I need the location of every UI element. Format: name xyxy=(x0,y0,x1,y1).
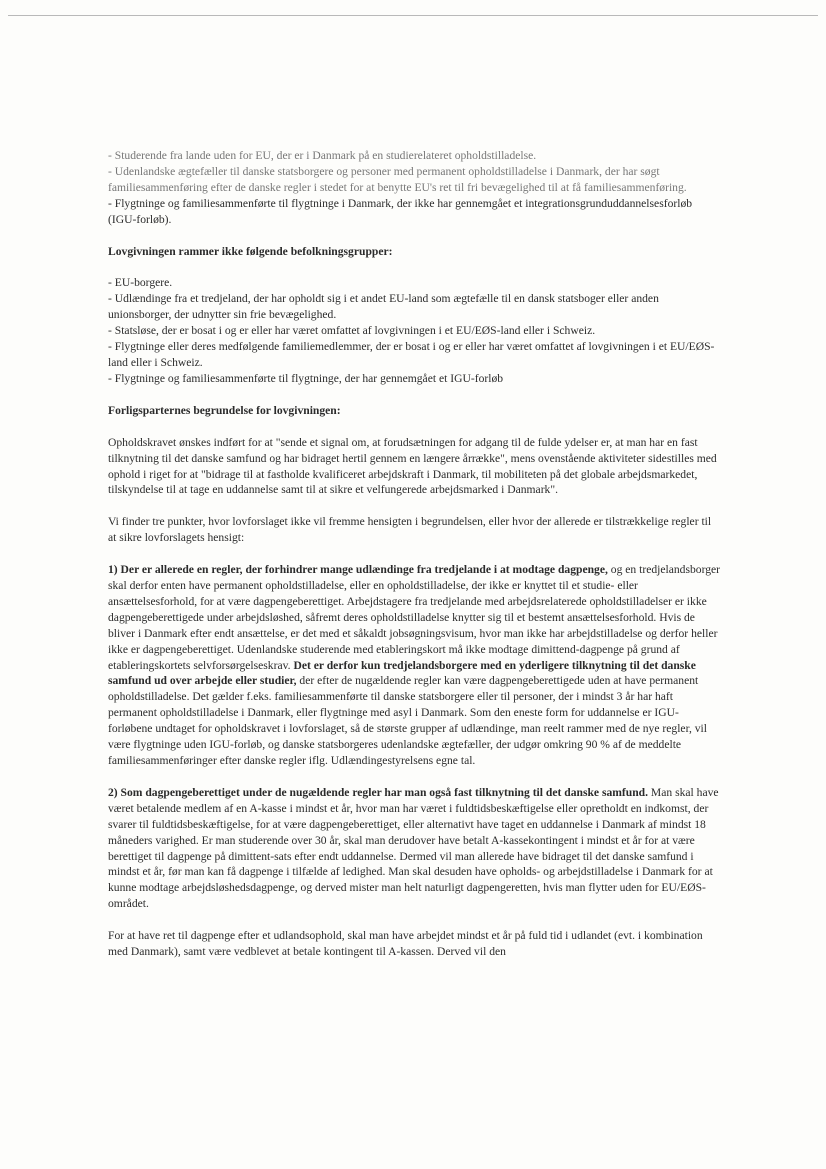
not-covered-item: - Statsløse, der er bosat i og er eller har været omfattet af lovgivningen i et EU/EØS-land eller i Schweiz. xyxy=(108,324,596,338)
point-1-emphasis: Det er derfor kun tredjelandsborgere med en yderligere tilknytning til det danske samfund ud over arbejde eller studier, xyxy=(108,658,696,688)
intro-item: - Flygtninge og familiesammenførte til flygtninge i Danmark, der ikke har gennemgået et integrationsgrunduddannelsesforløb (IGU-forløb). xyxy=(108,196,693,226)
point-1-text-cont: der efter de nugældende regler kan være dagpengeberettigede uden at have permanent opholdstilladelse. Det gælder f.eks. familiesammenførte til danske statsborgere eller til personer, der i mindst 3 år har haft permanent opholdstilladelse i Danmark, eller flygtninge med asyl i Danmark. Som den eneste form for uddannelse er IGU-forløbene undtaget for opholdskravet i lovforslaget, så de største grupper af udlændinge, man reelt rammer med de nye regler, vil være flygtninge uden IGU-forløb, og danske statsborgeres udenlandske ægtefæller, der udgør omkring 90 % af de meddelte familiesammenføringer efter danske regler iflg. Udlændingestyrelsens egne tal. xyxy=(108,674,707,767)
not-covered-item: - Flygtninge og familiesammenførte til flygtninge, der har gennemgået et IGU-forløb xyxy=(108,371,504,385)
not-covered-item: - Udlændinge fra et tredjeland, der har opholdt sig i et andet EU-land som ægtefælle til en dansk statsboger eller anden unionsborger, der udnytter sin frie bevægelighed. xyxy=(108,292,659,322)
document-body xyxy=(108,148,722,960)
not-covered-item: - EU-borgere. xyxy=(108,276,173,290)
point-1-lead: 1) Der er allerede en regler, der forhindrer mange udlændinge fra tredjelande i at modtage dagpenge, xyxy=(108,563,608,577)
point-2-paragraph xyxy=(108,785,722,912)
point-2-lead: 2) Som dagpengeberettiget under de nugældende regler har man også fast tilknytning til det danske samfund. xyxy=(108,785,649,799)
point-1-paragraph xyxy=(108,562,722,769)
heading-not-covered: Lovgivningen rammer ikke følgende befolkningsgrupper: xyxy=(108,244,393,258)
not-covered-item: - Flygtninge eller deres medfølgende familiemedlemmer, der er bosat i og er eller har været omfattet af lovgivningen i et EU/EØS-land eller i Schweiz. xyxy=(108,340,715,369)
three-points-paragraph: Vi finder tre punkter, hvor lovforslaget ikke vil fremme hensigten i begrundelsen, eller hvor der allerede er tilstrækkelige regler til at sikre lovforslagets hensigt: xyxy=(108,515,712,545)
intro-item: - Udenlandske ægtefæller til danske statsborgere og personer med permanent opholdstilladelse i Danmark, der har søgt familiesammenføring efter de danske regler i stedet for at benytte EU's ret til fri bevægelighed til at få familiesammenføring. xyxy=(108,164,687,194)
reasoning-paragraph: Opholdskravet ønskes indført for at "sende et signal om, at forudsætningen for adgang til de fulde ydelser er, at man har en fast tilknytning til det danske samfund og har bidraget hertil gennem en længere årrække", mens ovenstående aktiviteter sidestilles med ophold i riget for at "bidrage til at fastholde kvalificeret arbejdskraft i Danmark, til mobiliteten på det globale arbejdsmarkedet, tilskyndelse til at tage en uddannelse samt til at sikre et velfungerede arbejdsmarked i Danmark". xyxy=(108,435,717,497)
last-paragraph: For at have ret til dagpenge efter et udlandsophold, skal man have arbejdet mindst et år på fuld tid i udlandet (evt. i kombination med Danmark), samt være vedblevet at betale kontingent til A-kassen. Derved vil den xyxy=(108,929,703,959)
heading-reasoning: Forligsparternes begrundelse for lovgivningen: xyxy=(108,403,341,417)
intro-item: - Studerende fra lande uden for EU, der er i Danmark på en studierelateret opholdstilladelse. xyxy=(108,149,537,162)
point-1-text: og en tredjelandsborger skal derfor enten have permanent opholdstilladelse, eller en opholdstilladelse, der ikke er knyttet til et studie- eller ansættelsesforhold, for at være dagpengeberettiget. Arbejdstagere fra tredjelande med arbejdsrelaterede opholdstilladelser er ikke dagpengeberettigede under arbejdsløshed, såfremt deres opholdstilladelse knytter sig til et bestemt ansættelsesforhold. Hvis de bliver i Danmark efter endt ansættelse, er det med et såkaldt jobsøgningsvisum, hvor man ikke har arbejdstilladelse og derfor heller ikke er dagpengeberettiget. Udenlandske studerende med etableringskort må ikke modtage dimittend-dagpenge på grund af etableringskortets selvforsørgelseskrav. xyxy=(108,563,721,672)
point-2-text: Man skal have været betalende medlem af en A-kasse i mindst et år, hvor man har været i fuldtidsbeskæftigelse eller opretholdt en indkomst, der svarer til fuldtidsbeskæftigelse, for at være dagpengeberettiget, eller alternativt have taget en uddannelse i Danmark af mindst 18 måneders varighed. Er man studerende over 30 år, skal man derudover have betalt A-kassekontingent i mindst et år for at være berettiget til dagpenge på dimittent-sats efter endt uddannelse. Dermed vil man allerede have bidraget til det danske samfund i mindst et år, før man kan få dagpenge i tilfælde af ledighed. Man skal desuden have opholds- og arbejdstilladelse i Danmark for at kunne modtage arbejdsløshedsdagpenge, og derved mister man helt naturligt dagpengeretten, hvis man flytter uden for EU/EØS-området. xyxy=(108,785,719,911)
top-rule xyxy=(8,15,818,16)
